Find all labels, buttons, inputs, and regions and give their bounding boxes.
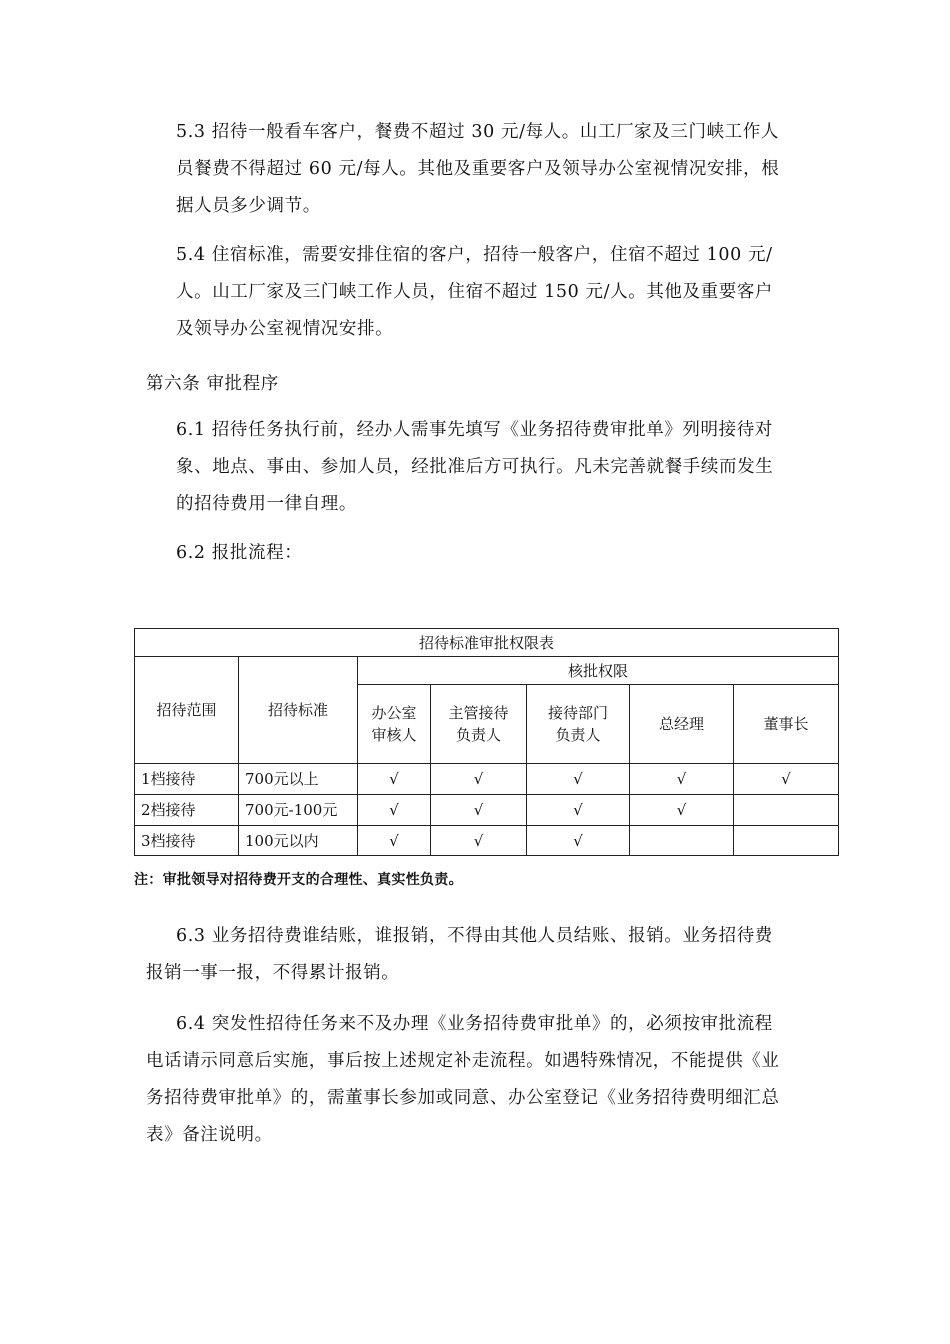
table-title: 招待标准审批权限表 <box>135 629 839 657</box>
header-chairman: 董事长 <box>734 685 839 764</box>
cell-range: 3档接待 <box>135 826 239 856</box>
approval-authority-table <box>134 628 839 856</box>
check-mark: √ <box>431 795 527 826</box>
table-note: 注：审批领导对招待费开支的合理性、真实性负责。 <box>134 872 463 888</box>
paragraph-5-4 <box>176 237 810 348</box>
cell-standard: 700元以上 <box>239 764 358 795</box>
check-mark: √ <box>358 795 431 826</box>
text-line: 报销一事一报，不得累计报销。 <box>146 963 400 983</box>
cell-standard: 700元-100元 <box>239 795 358 826</box>
text-line: 5.4 住宿标准，需要安排住宿的客户，招待一般客户，住宿不超过 100 元/ <box>176 245 773 265</box>
text-line: 6.2 报批流程： <box>176 543 303 563</box>
paragraph-6-4 <box>146 1006 810 1154</box>
header-approval-authority: 核批权限 <box>358 657 839 685</box>
text-line: 6.3 业务招待费谁结账，谁报销，不得由其他人员结账、报销。业务招待费 <box>176 926 773 946</box>
check-mark: √ <box>527 795 630 826</box>
table-row <box>135 826 839 856</box>
check-mark <box>734 826 839 856</box>
check-mark: √ <box>630 795 734 826</box>
text-line: 电话请示同意后实施，事后按上述规定补走流程。如遇特殊情况，不能提供《业 <box>146 1051 780 1071</box>
header-range: 招待范围 <box>135 657 239 764</box>
text-line: 象、地点、事由、参加人员，经批准后方可执行。凡未完善就餐手续而发生 <box>176 457 774 477</box>
check-mark: √ <box>358 764 431 795</box>
text-line: 5.3 招待一般看车客户，餐费不超过 30 元/每人。山工厂家及三门峡工作人 <box>176 122 779 142</box>
table-row <box>135 795 839 826</box>
check-mark: √ <box>527 764 630 795</box>
cell-standard: 100元以内 <box>239 826 358 856</box>
check-mark: √ <box>358 826 431 856</box>
cell-range: 1档接待 <box>135 764 239 795</box>
text-line: 员餐费不得超过 60 元/每人。其他及重要客户及领导办公室视情况安排，根 <box>176 159 780 179</box>
header-office-reviewer: 办公室 审核人 <box>358 685 431 764</box>
check-mark <box>734 795 839 826</box>
check-mark: √ <box>527 826 630 856</box>
table-row <box>135 764 839 795</box>
text-line: 表》备注说明。 <box>146 1125 273 1145</box>
text-line: 及领导办公室视情况安排。 <box>176 319 394 339</box>
header-supervisor: 主管接待 负责人 <box>431 685 527 764</box>
text-line: 务招待费审批单》的，需董事长参加或同意、办公室登记《业务招待费明细汇总 <box>146 1088 780 1108</box>
header-dept-head: 接待部门 负责人 <box>527 685 630 764</box>
text-line: 6.4 突发性招待任务来不及办理《业务招待费审批单》的，必须按审批流程 <box>176 1014 773 1034</box>
check-mark <box>630 826 734 856</box>
paragraph-6-3 <box>146 918 810 992</box>
section-heading: 第六条 审批程序 <box>146 374 279 394</box>
paragraph-6-2 <box>176 535 810 572</box>
check-mark: √ <box>734 764 839 795</box>
text-line: 据人员多少调节。 <box>176 196 321 216</box>
check-mark: √ <box>431 764 527 795</box>
paragraph-5-3 <box>176 114 810 225</box>
text-line: 人。山工厂家及三门峡工作人员，住宿不超过 150 元/人。其他及重要客户 <box>176 282 774 302</box>
paragraph-6-1 <box>176 412 810 523</box>
cell-range: 2档接待 <box>135 795 239 826</box>
header-general-manager: 总经理 <box>630 685 734 764</box>
check-mark: √ <box>630 764 734 795</box>
text-line: 6.1 招待任务执行前，经办人需事先填写《业务招待费审批单》列明接待对 <box>176 420 773 440</box>
header-standard: 招待标准 <box>239 657 358 764</box>
text-line: 的招待费用一律自理。 <box>176 494 357 514</box>
check-mark: √ <box>431 826 527 856</box>
